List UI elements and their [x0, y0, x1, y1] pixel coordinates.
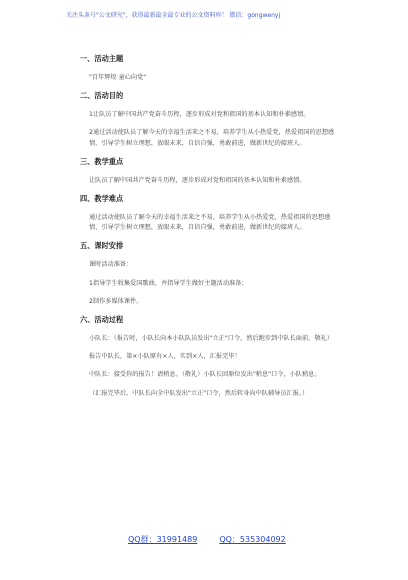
section-paragraph: 让队员了解中国共产党奋斗历程，逐步形成对党和祖国的基本认知和朴素感情。	[89, 176, 306, 184]
section-paragraph: 1让队员了解中国共产党奋斗历程，逐步形成对党和祖国的基本认知和朴素感情。	[89, 111, 310, 119]
section-paragraph: "百年辉煌 童心向党"	[89, 74, 147, 81]
section-heading-3: 三、教学重点	[80, 156, 124, 166]
section-paragraph: 2制作多媒体课件。	[89, 297, 143, 305]
section-paragraph: 课时活动准备：	[89, 261, 133, 269]
section-paragraph: 通过活动使队员了解今天的幸福生活来之不易，培养学生从小热爱党，热爱祖国的思想感情，引导学生树立理想，放眼未来，自信自强，勇敢前进，做新世纪的接班人。	[89, 214, 331, 232]
qq-group-link[interactable]: QQ群：31991489	[128, 535, 198, 544]
section-paragraph: 1指导学生收集爱国歌曲，并指导学生做好主题活动准备；	[89, 279, 248, 287]
header-banner: 关注头条号"公文研究"，获得最新最全最专业的公文资料库！ 微信：gongwenyj	[66, 12, 281, 19]
qq-link[interactable]: QQ：535304092	[219, 535, 286, 544]
document-body	[80, 54, 342, 407]
section-paragraph: 小队长：（报告时，小队长向本小队队员发出"立正"口令，然后跑步到中队长面前，敬礼）	[89, 335, 333, 343]
section-paragraph: 中队长：接受你的报告！请稍息。（敬礼）小队长回原位发出"稍息"口令，小队稍息。	[89, 371, 321, 379]
section-paragraph: （汇报完毕后，中队长向全中队发出"立正"口令，然后转身向中队辅导员汇报。）	[89, 389, 309, 397]
section-heading-6: 六、活动过程	[80, 315, 124, 325]
section-heading-1: 一、活动主题	[80, 54, 124, 63]
section-heading-4: 四、教学难点	[80, 194, 124, 204]
section-heading-2: 二、活动目的	[80, 91, 124, 101]
footer-contact	[128, 535, 328, 545]
section-paragraph: 报告中队长，第×小队原有×人，实到×人，汇报完毕！	[89, 353, 241, 361]
section-heading-5: 五、课时安排	[80, 241, 124, 251]
section-paragraph: 2通过活动使队员了解今天的幸福生活来之不易，培养学生从小热爱党，热爱祖国的思想感情，引导学生树立理想，放眼未来，自信自强，勇敢前进，做新世纪的接班人。	[89, 129, 335, 147]
